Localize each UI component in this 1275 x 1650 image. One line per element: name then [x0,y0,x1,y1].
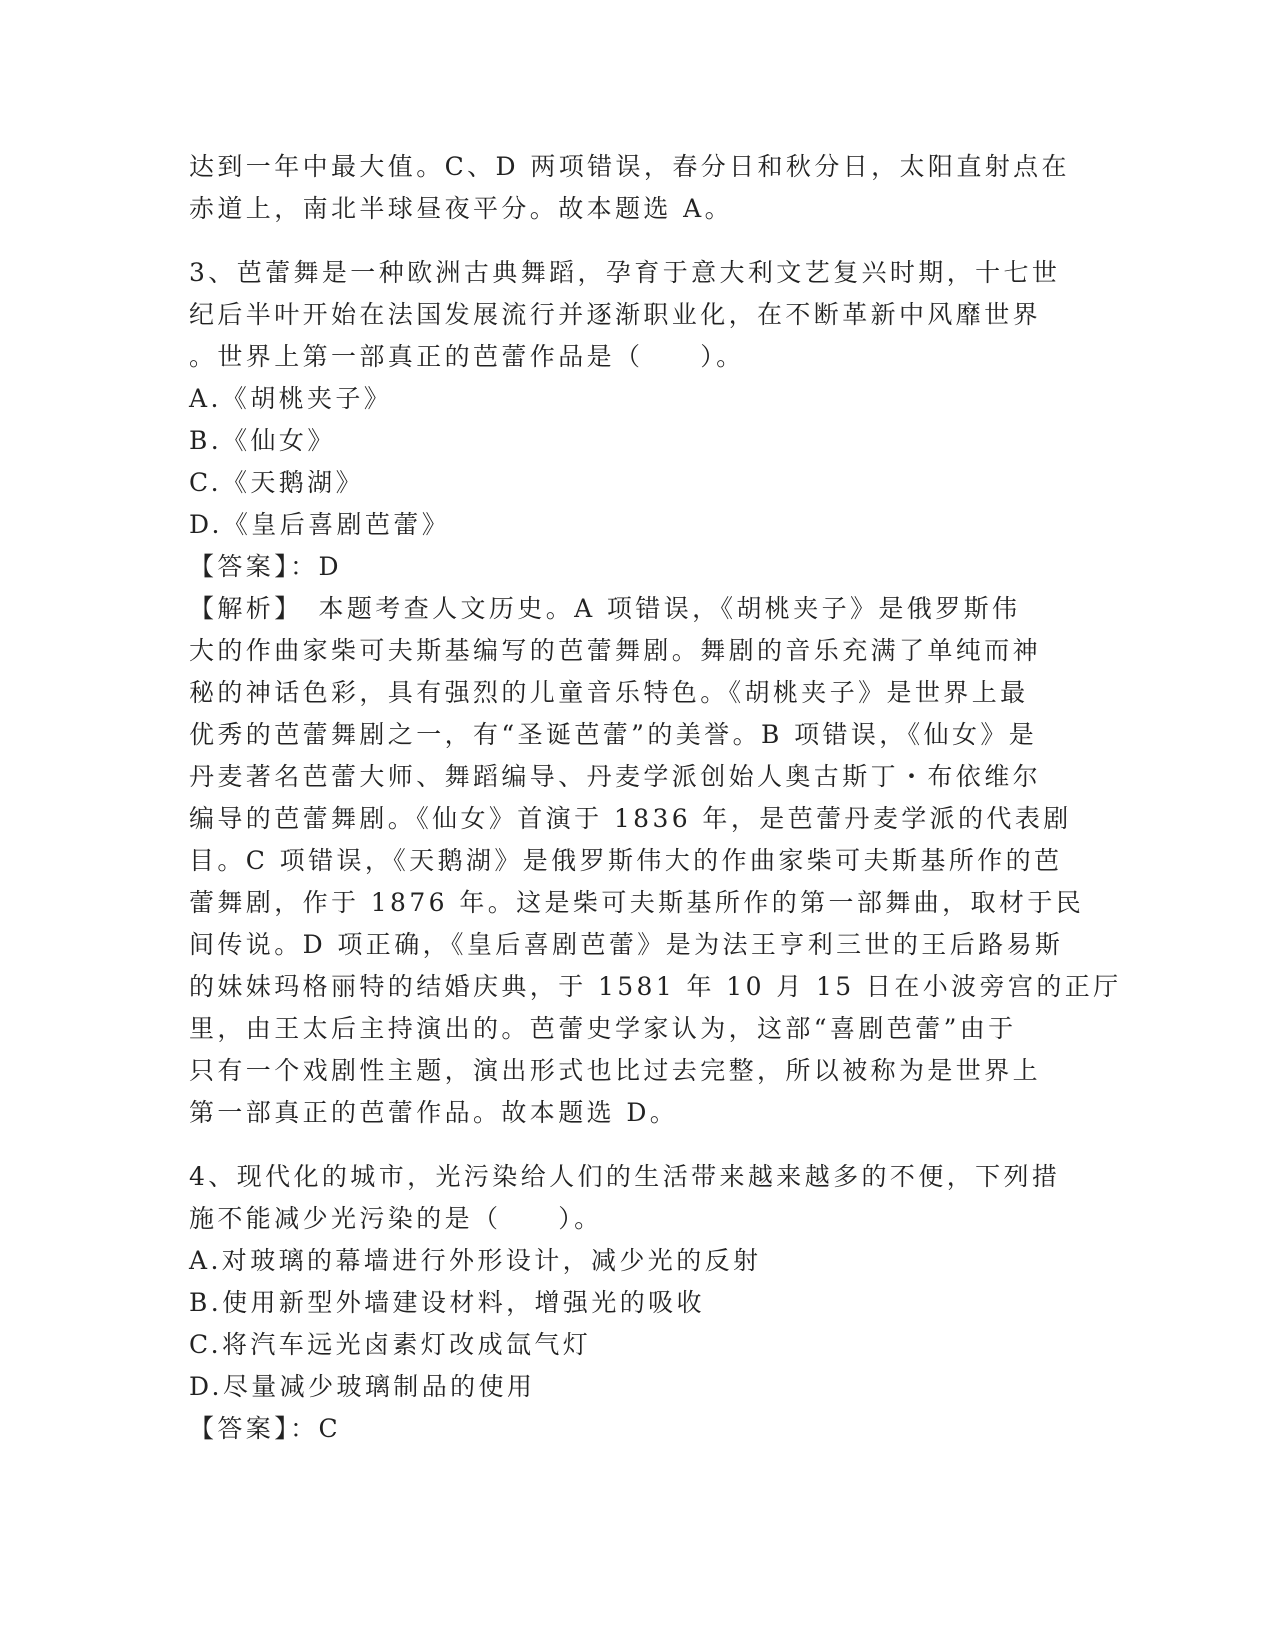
explanation-line: 秘的神话色彩，具有强烈的儿童音乐特色。《胡桃夹子》是世界上最 [189,678,1029,707]
text-line: 达到一年中最大值。C、D 两项错误，春分日和秋分日，太阳直射点在 [189,152,1070,181]
option-d: D.尽量减少玻璃制品的使用 [189,1372,536,1401]
explanation-line: 目。C 项错误，《天鹅湖》是俄罗斯伟大的作曲家柴可夫斯基所作的芭 [189,846,1063,875]
explanation-line: 里，由王太后主持演出的。芭蕾史学家认为，这部“喜剧芭蕾”由于 [189,1014,1017,1043]
option-a: A.《胡桃夹子》 [189,384,393,413]
question-text-line: 施不能减少光污染的是（ ）。 [189,1204,603,1233]
option-c: C.将汽车远光卤素灯改成氙气灯 [189,1330,592,1359]
answer-line: 【答案】：C [189,1414,342,1443]
answer-line: 【答案】：D [189,552,342,581]
explanation-line: 【解析】 本题考查人文历史。A 项错误，《胡桃夹子》是俄罗斯伟 [189,594,1021,623]
question-text-line: 。世界上第一部真正的芭蕾作品是（ ）。 [189,342,745,371]
explanation-line: 的妹妹玛格丽特的结婚庆典，于 1581 年 10 月 15 日在小波旁宫的正厅 [189,972,1122,1001]
question-text-line: 4、现代化的城市，光污染给人们的生活带来越来越多的不便，下列措 [189,1162,1061,1191]
option-c: C.《天鹅湖》 [189,468,364,497]
question-text-line: 纪后半叶开始在法国发展流行并逐渐职业化，在不断革新中风靡世界 [189,300,1042,329]
explanation-line: 编导的芭蕾舞剧。《仙女》首演于 1836 年，是芭蕾丹麦学派的代表剧 [189,804,1072,833]
paragraph-gap [189,230,1077,252]
explanation-line: 大的作曲家柴可夫斯基编写的芭蕾舞剧。舞剧的音乐充满了单纯而神 [189,636,1042,665]
question-3 [189,252,1122,1134]
explanation-line: 只有一个戏剧性主题，演出形式也比过去完整，所以被称为是世界上 [189,1056,1042,1085]
option-a: A.对玻璃的幕墙进行外形设计，减少光的反射 [189,1246,762,1275]
option-b: B.使用新型外墙建设材料，增强光的吸收 [189,1288,705,1317]
explanation-line: 第一部真正的芭蕾作品。故本题选 D。 [189,1098,679,1127]
explanation-line: 间传说。D 项正确，《皇后喜剧芭蕾》是为法王亨利三世的王后路易斯 [189,930,1064,959]
explanation-line: 丹麦著名芭蕾大师、舞蹈编导、丹麦学派创始人奥古斯丁・布依维尔 [189,762,1042,791]
option-b: B.《仙女》 [189,426,336,455]
text-line: 赤道上，南北半球昼夜平分。故本题选 A。 [189,194,734,223]
paragraph-gap [189,1134,1077,1156]
explanation-line: 蕾舞剧，作于 1876 年。这是柴可夫斯基所作的第一部舞曲，取材于民 [189,888,1085,917]
explanation-line: 优秀的芭蕾舞剧之一，有“圣诞芭蕾”的美誉。B 项错误，《仙女》是 [189,720,1038,749]
question-4 [189,1156,1077,1450]
document-body [189,146,1122,1450]
question-text-line: 3、芭蕾舞是一种欧洲古典舞蹈，孕育于意大利文艺复兴时期，十七世 [189,258,1061,287]
previous-answer-explanation-tail [189,146,1077,230]
option-d: D.《皇后喜剧芭蕾》 [189,510,451,539]
